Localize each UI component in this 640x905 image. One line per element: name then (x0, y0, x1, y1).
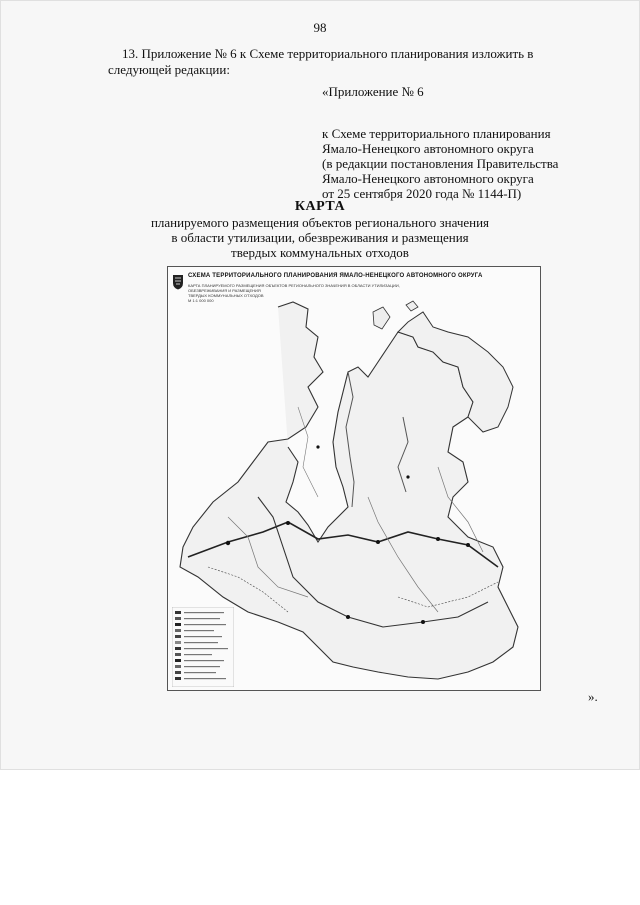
settlement-marker (376, 540, 380, 544)
settlement-marker (346, 615, 350, 619)
map-subtitle-line-2: в области утилизации, обезвреживания и размещения (171, 230, 469, 245)
map-subtitle-line-3: твердых коммунальных отходов (231, 245, 409, 260)
intro-line-2: следующей редакции: (108, 62, 230, 77)
map-sheet-sub-1: КАРТА ПЛАНИРУЕМОГО РАЗМЕЩЕНИЯ ОБЪЕКТОВ РЕГИОНАЛЬНОГО ЗНАЧЕНИЯ В ОБЛАСТИ УТИЛИЗАЦИИ, ОБЕЗВРЕЖИВАНИЯ И РАЗМЕЩЕНИЯ (188, 283, 400, 293)
map-legend (172, 607, 234, 687)
island-north (373, 307, 390, 329)
map-sheet-scale: М 1:1 000 000 (188, 298, 214, 303)
intro-line-1: 13. Приложение № 6 к Схеме территориального планирования изложить в (122, 46, 534, 61)
annex-line-3: (в редакции постановления Правительства (322, 156, 559, 171)
settlement-marker (436, 537, 440, 541)
settlement-marker (406, 475, 409, 478)
map-subtitle-line-1: планируемого размещения объектов регионального значения (150, 215, 490, 230)
map-sheet-header: СХЕМА ТЕРРИТОРИАЛЬНОГО ПЛАНИРОВАНИЯ ЯМАЛО-НЕНЕЦКОГО АВТОНОМНОГО ОКРУГА (188, 273, 483, 279)
settlement-marker (226, 541, 230, 545)
annex-line-4: Ямало-Ненецкого автономного округа (322, 171, 534, 186)
island-small (406, 301, 418, 311)
page-number: 98 (313, 20, 327, 35)
settlement-marker (466, 543, 470, 547)
annex-line-1: к Схеме территориального планирования (322, 126, 551, 141)
annex-line-5: от 25 сентября 2020 года № 1144-П) (322, 186, 522, 201)
map-sheet (167, 266, 541, 691)
annex-block (322, 84, 612, 201)
map-heading: КАРТА (294, 199, 346, 214)
map-subtitle (110, 215, 530, 260)
map-sheet-sub-2: ТВЕРДЫХ КОММУНАЛЬНЫХ ОТХОДОВ (188, 293, 264, 298)
settlement-marker (316, 445, 319, 448)
settlement-marker (286, 521, 290, 525)
annex-title: «Приложение № 6 (322, 84, 424, 99)
annex-line-2: Ямало-Ненецкого автономного округа (322, 141, 534, 156)
closing-quote: ». (588, 689, 598, 704)
intro-paragraph (108, 46, 598, 78)
settlement-marker (421, 620, 425, 624)
